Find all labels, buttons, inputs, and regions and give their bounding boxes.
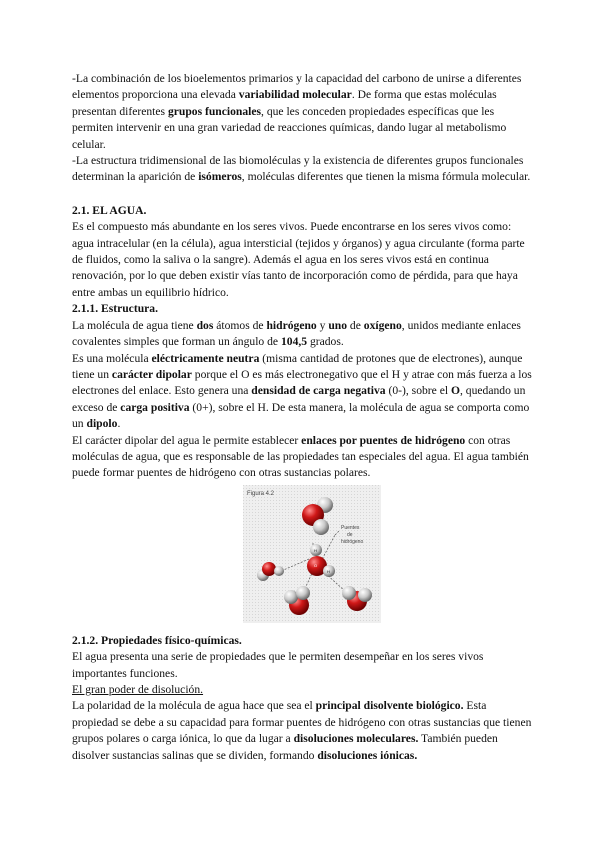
bold-term: dipolo	[86, 417, 118, 431]
hydrogen-atom-label: H	[314, 547, 317, 553]
bold-term: oxígeno	[363, 318, 402, 332]
bold-term: eléctricamente neutra	[151, 351, 260, 365]
estructura-paragraph-1	[72, 318, 534, 351]
text-run: .	[117, 417, 121, 431]
estructura-paragraph-3	[72, 433, 534, 482]
text-run: Esta propiedad se debe a su capacidad para formar puentes de hidrógeno con otras sustancias que tienen grupos polares o carga iónica, lo que da lugar a	[72, 699, 532, 746]
bold-term: disoluciones moleculares.	[293, 732, 419, 746]
propiedades-text: El agua presenta una serie de propiedades que le permiten desempeñar en los seres vivos importantes funciones.	[72, 650, 484, 680]
text-run: grados.	[307, 335, 344, 349]
bold-term: O	[450, 384, 460, 398]
bold-term: carácter dipolar	[111, 367, 192, 381]
water-hydrogen-bonds-figure	[243, 485, 381, 623]
bold-term: enlaces por puentes de hidrógeno	[301, 433, 466, 447]
figure-label: Figura 4.2	[247, 490, 275, 497]
document-page	[72, 71, 534, 764]
underlined-subtitle: El gran poder de disolución.	[72, 682, 204, 696]
text-run: . De forma que estas moléculas presentan diferentes	[72, 88, 497, 118]
intro-paragraph-2	[72, 153, 534, 186]
section-title-propiedades: 2.1.2. Propiedades físico-químicas.	[72, 633, 242, 647]
bold-term: carga positiva	[120, 400, 190, 414]
text-run: -La combinación de los bioelementos primarios y la capacidad del carbono de unirse a diferentes elementos proporciona una elevada	[72, 72, 522, 102]
text-run: (0+), sobre el H. De esta manera, la molécula de agua se comporta como un	[72, 400, 530, 431]
bold-term: uno	[328, 318, 348, 332]
estructura-paragraph-2	[72, 351, 534, 433]
text-run: La polaridad de la molécula de agua hace que sea el	[72, 699, 316, 713]
section-title-el-agua: 2.1. EL AGUA.	[72, 203, 147, 217]
text-run: También pueden disolver sustancias salinas que se dividen, formando	[72, 732, 498, 762]
text-run: La molécula de agua tiene	[72, 318, 197, 332]
text-run: de	[347, 318, 364, 332]
text-run: átomos de	[213, 318, 267, 332]
text-run: , quedando un exceso de	[72, 384, 526, 414]
text-run: , que les conceden propiedades específicas que les permiten intervenir en una gran variedad de reacciones químicas, dando lugar al metabolismo celular.	[72, 104, 507, 151]
figure-annotation-line1: Puentes	[341, 524, 360, 531]
text-run: , moléculas diferentes que tienen la misma fórmula molecular.	[241, 170, 531, 184]
intro-paragraph-1	[72, 71, 534, 153]
text-run: -La estructura tridimensional de las biomoléculas y la existencia de diferentes grupos funcionales determinan la aparición de	[72, 154, 524, 184]
text-run: El carácter dipolar del agua le permite establecer	[72, 433, 302, 447]
section-21-text: Es el compuesto más abundante en los seres vivos. Puede encontrarse en los seres vivos como: agua intracelular (en la célula), agua intersticial (tejidos y órganos) y agua circulante (forma parte de fluidos, como la saliva o la sangre). Además el agua en los seres vivos está en continua renovación, por lo que deben existir vías tanto de incorporación como de pérdida, para que haya entre ambas un equilibrio hídrico.	[72, 220, 525, 299]
text-run: Es una molécula	[72, 351, 152, 365]
text-run: (0-), sobre el	[385, 384, 451, 398]
figure-annotation-line2: de	[347, 531, 353, 538]
bold-term: isómeros	[198, 170, 242, 184]
text-run: (misma cantidad de protones que de electrones), aunque tiene un	[72, 351, 523, 381]
bold-term: 104,5	[280, 335, 308, 349]
hydrogen-atom-label: H	[327, 568, 330, 574]
figure-annotation-line3: hidrógeno	[341, 538, 364, 545]
text-run: , unidos mediante enlaces covalentes simples que forman un ángulo de	[72, 318, 521, 349]
text-run: con otras moléculas de agua, que es responsable de las propiedades tan especiales del agua. El agua también puede formar puentes de hidrógeno con otras sustancias polares.	[72, 433, 529, 480]
text-run: y	[316, 318, 329, 332]
oxygen-atom-label: O	[314, 562, 318, 568]
bold-term: hidrógeno	[266, 318, 317, 332]
propiedades-subtitle	[72, 682, 534, 698]
section-title-estructura: 2.1.1. Estructura.	[72, 302, 158, 316]
bold-term: principal disolvente biológico.	[315, 699, 464, 713]
text-run: porque el O es más electronegativo que el H y atrae con más fuerza a los electrones del enlace. Esto genera una	[72, 367, 532, 398]
bold-term: variabilidad molecular	[238, 88, 352, 102]
bold-term: dos	[196, 318, 214, 332]
bold-term: densidad de carga negativa	[251, 384, 386, 398]
propiedades-paragraph-1	[72, 698, 534, 764]
bold-term: disoluciones iónicas.	[317, 748, 418, 762]
bold-term: grupos funcionales	[167, 104, 262, 118]
